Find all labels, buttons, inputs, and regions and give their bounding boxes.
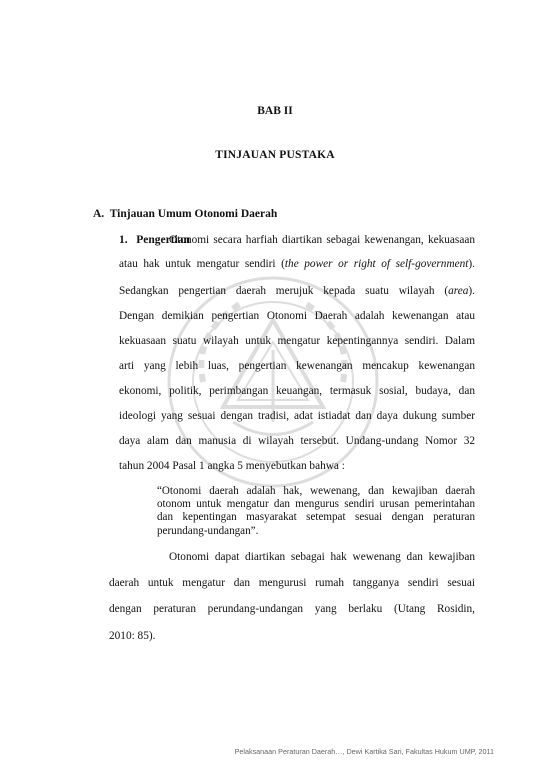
- paragraph2-line-2: daerah untuk mengatur dan mengurusi rumah tangganya sendiri sesuai: [109, 577, 475, 589]
- paragraph1-line-10: tahun 2004 Pasal 1 angka 5 menyebutkan bahwa :: [119, 460, 345, 472]
- section-heading: A. Tinjauan Umum Otonomi Daerah: [93, 208, 278, 220]
- chapter-number: BAB II: [257, 105, 293, 117]
- paragraph1-line-4: Dengan demikian pengertian Otonomi Daerah adalah kewenangan atau: [119, 310, 475, 322]
- legal-quote: [157, 485, 475, 538]
- paragraph1-line-5: kekuasaan suatu wilayah untuk mengatur kepentingannya sendiri. Dalam: [119, 335, 475, 347]
- paragraph1-line-6: arti yang lebih luas, pengertian kewenangan mencakup kewenangan: [119, 360, 475, 372]
- paragraph2-line-3: dengan peraturan perundang-undangan yang berlaku (Utang Rosidin,: [109, 603, 475, 615]
- quote-line-1: “Otonomi daerah adalah hak, wewenang, dan kewajiban daerah: [157, 485, 475, 497]
- paragraph1-line-1: Otonomi secara harfiah diartikan sebagai kewenangan, kekuasaan: [169, 234, 475, 246]
- chapter-title: TINJAUAN PUSTAKA: [215, 149, 335, 161]
- page-footer: Pelaksanaan Peraturan Daerah…, Dewi Kartika Sari, Fakultas Hukum UMP, 2011: [234, 747, 494, 756]
- quote-line-3: dan kepentingan masyarakat setempat sesuai dengan peraturan: [157, 511, 475, 524]
- paragraph1-line-8: ideologi yang sesuai dengan tradisi, adat istiadat dan daya dukung sumber: [119, 410, 475, 422]
- paragraph2-line-4: 2010: 85).: [109, 630, 156, 642]
- paragraph2-line-1: Otonomi dapat diartikan sebagai hak wewenang dan kewajiban: [169, 551, 475, 563]
- subsection-heading: 1. Pengertian: [119, 234, 190, 246]
- quote-line-4: perundang-undangan”.: [157, 524, 259, 537]
- paragraph1-line-2: atau hak untuk mengatur sendiri (the power or right of self-government).: [119, 258, 475, 270]
- paragraph1-line-3: Sedangkan pengertian daerah merujuk kepada suatu wilayah (area).: [119, 285, 475, 297]
- paragraph1-line-9: daya alam dan manusia di wilayah tersebut. Undang-undang Nomor 32: [119, 435, 475, 447]
- paragraph1-line-7: ekonomi, politik, perimbangan keuangan, termasuk sosial, budaya, dan: [119, 385, 475, 397]
- university-seal-icon: [163, 272, 383, 492]
- quote-line-2: otonom untuk mengatur dan mengurus sendiri urusan pemerintahan: [157, 498, 475, 511]
